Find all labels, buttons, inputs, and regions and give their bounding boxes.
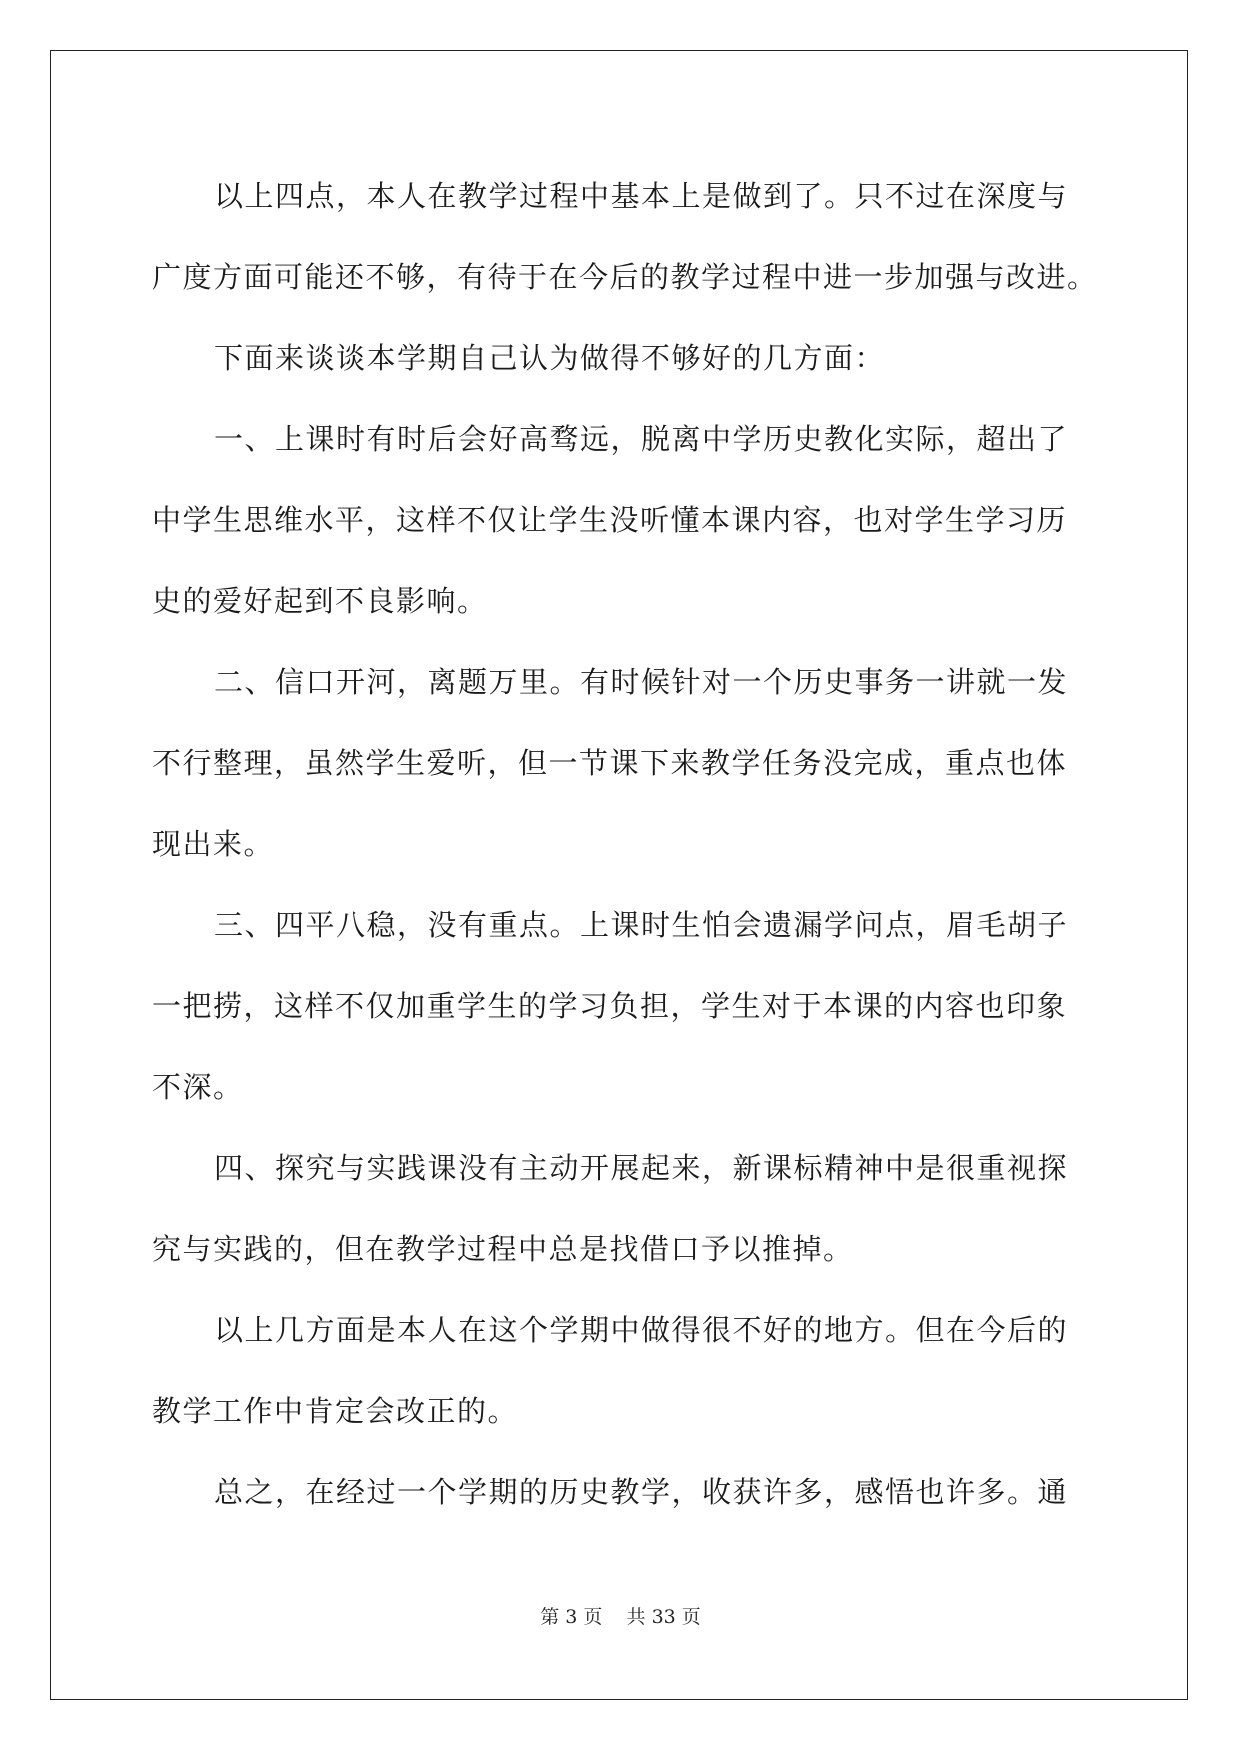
- text-line: 以上四点，本人在教学过程中基本上是做到了。只不过在深度与: [214, 179, 1069, 213]
- text-line: 中学生思维水平，这样不仅让学生没听懂本课内容，也对学生学习历: [152, 503, 1068, 537]
- text-line: 究与实践的，但在教学过程中总是找借口予以推掉。: [152, 1232, 854, 1266]
- paragraph-3: [152, 399, 1090, 642]
- text-line: 二、信口开河，离题万里。有时候针对一个历史事务一讲就一发: [214, 665, 1069, 699]
- text-line: 总之，在经过一个学期的历史教学，收获许多，感悟也许多。通: [214, 1475, 1069, 1509]
- text-line: 不行整理，虽然学生爱听，但一节课下来教学任务没完成，重点也体: [152, 746, 1068, 780]
- document-body: [152, 156, 1098, 1533]
- text-line: 现出来。: [152, 827, 275, 861]
- text-line: 教学工作中肯定会改正的。: [152, 1394, 519, 1428]
- paragraph-5: [152, 885, 1090, 1128]
- text-line: 下面来谈谈本学期自己认为做得不够好的几方面：: [214, 341, 886, 375]
- text-line: 以上几方面是本人在这个学期中做得很不好的地方。但在今后的: [214, 1313, 1069, 1347]
- paragraph-7: [152, 1290, 1090, 1452]
- text-line: 广度方面可能还不够，有待于在今后的教学过程中进一步加强与改进。: [152, 260, 1098, 294]
- paragraph-8: [152, 1452, 1090, 1533]
- text-line: 不深。: [152, 1070, 244, 1104]
- text-line: 四、探究与实践课没有主动开展起来，新课标精神中是很重视探: [214, 1151, 1069, 1185]
- page-footer: [0, 1602, 1241, 1629]
- paragraph-2: [152, 318, 1090, 399]
- paragraph-1: [152, 156, 1098, 318]
- text-line: 一、上课时有时后会好高骛远，脱离中学历史教化实际，超出了: [214, 422, 1069, 456]
- text-line: 史的爱好起到不良影响。: [152, 584, 488, 618]
- paragraph-6: [152, 1128, 1090, 1290]
- paragraph-4: [152, 642, 1090, 885]
- page-number-label: 第 3 页 共 33 页: [540, 1606, 701, 1628]
- text-line: 三、四平八稳，没有重点。上课时生怕会遗漏学问点，眉毛胡子: [214, 908, 1069, 942]
- text-line: 一把捞，这样不仅加重学生的学习负担，学生对于本课的内容也印象: [152, 989, 1068, 1023]
